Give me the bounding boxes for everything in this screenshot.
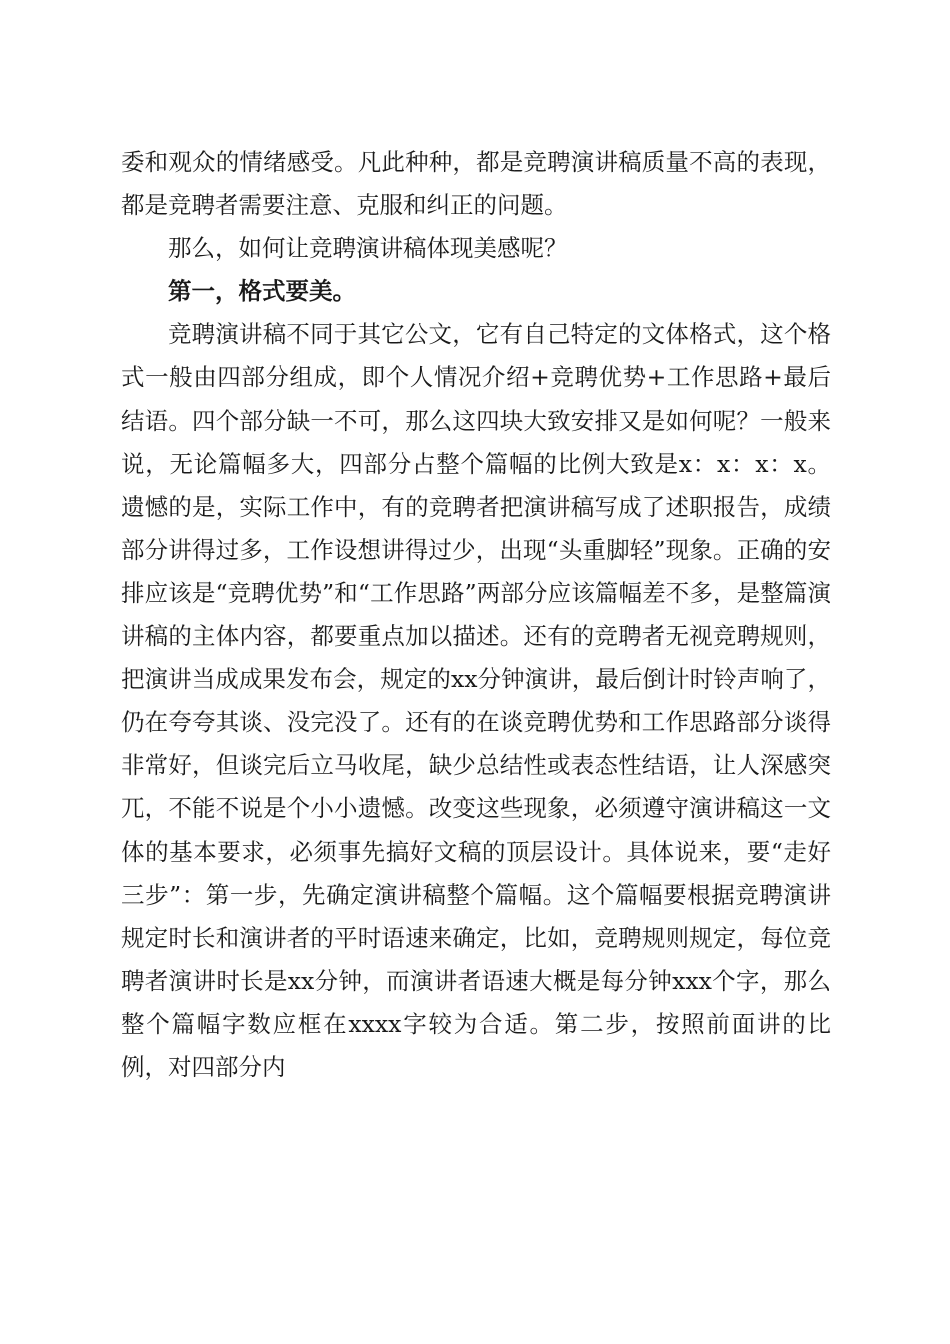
paragraph-continuation: 委和观众的情绪感受。凡此种种，都是竞聘演讲稿质量不高的表现，都是竞聘者需要注意、克服和纠正的问题。 xyxy=(121,148,831,220)
document-body xyxy=(121,141,831,1089)
paragraph-question: 那么，如何让竞聘演讲稿体现美感呢？ xyxy=(168,234,568,263)
section-heading-format: 第一，格式要美。 xyxy=(168,277,356,306)
paragraph-format-body: 竞聘演讲稿不同于其它公文，它有自己特定的文体格式，这个格式一般由四部分组成，即个人情况介绍+竞聘优势+工作思路+最后结语。四个部分缺一不可，那么这四块大致安排又是如何呢？一般来说，无论篇幅多大，四部分占整个篇幅的比例大致是x：x：x：x。遗憾的是，实际工作中，有的竞聘者把演讲稿写成了述职报告，成绩部分讲得过多，工作设想讲得过少，出现“头重脚轻”现象。正确的安排应该是“竞聘优势”和“工作思路”两部分应该篇幅差不多，是整篇演讲稿的主体内容，都要重点加以描述。还有的竞聘者无视竞聘规则，把演讲当成成果发布会，规定的xx分钟演讲，最后倒计时铃声响了，仍在夸夸其谈、没完没了。还有的在谈竞聘优势和工作思路部分谈得非常好，但谈完后立马收尾，缺少总结性或表态性结语，让人深感突兀，不能不说是个小小遗憾。改变这些现象，必须遵守演讲稿这一文体的基本要求，必须事先搞好文稿的顶层设计。具体说来，要“走好三步”：第一步，先确定演讲稿整个篇幅。这个篇幅要根据竞聘演讲规定时长和演讲者的平时语速来确定，比如，竞聘规则规定，每位竞聘者演讲时长是xx分钟，而演讲者语速大概是每分钟xxx个字，那么整个篇幅字数应框在xxxx字较为合适。第二步，按照前面讲的比例，对四部分内 xyxy=(121,320,831,1081)
